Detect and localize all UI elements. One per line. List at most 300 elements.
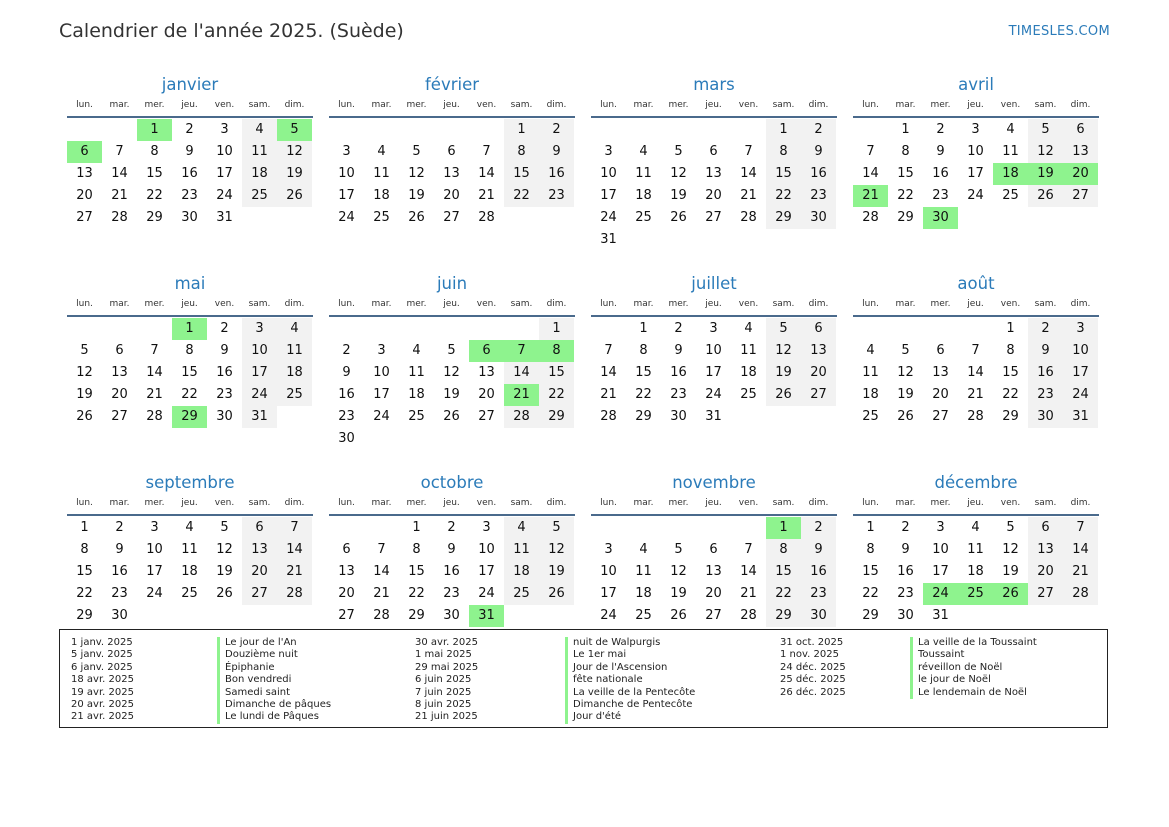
day-cell: 22 <box>897 188 914 203</box>
day-cell: 29 <box>766 207 801 229</box>
day-cell: 25 <box>635 608 652 623</box>
day-cell: 15 <box>76 564 93 579</box>
day-cell: 14 <box>600 365 617 380</box>
legend-date: 6 janv. 2025 <box>71 661 133 673</box>
day-cell: 17 <box>216 166 233 181</box>
day-cell: 10 <box>705 343 722 358</box>
day-cell: 13 <box>76 166 93 181</box>
legend-holiday-name: réveillon de Noël <box>910 662 1037 674</box>
empty-cell <box>137 318 172 340</box>
day-cell: 14 <box>740 166 757 181</box>
legend-holiday-name: Samedi saint <box>217 687 331 699</box>
day-cell: 24 <box>1063 384 1098 406</box>
day-cell: 22 <box>766 583 801 605</box>
weekday-label: ven. <box>738 299 759 309</box>
day-cell: 14 <box>1063 539 1098 561</box>
day-cell: 23 <box>1028 384 1063 406</box>
legend-date: 19 avr. 2025 <box>71 686 134 698</box>
weekday-label: jeu. <box>443 100 460 110</box>
weekday-label: sam. <box>510 299 533 309</box>
day-cell: 5 <box>539 517 574 539</box>
legend-date: 1 janv. 2025 <box>71 637 133 648</box>
empty-cell <box>67 318 102 340</box>
day-cell: 22 <box>635 387 652 402</box>
day-cell: 31 <box>242 406 277 428</box>
weekday-label: lun. <box>600 498 617 508</box>
day-cell: 4 <box>639 542 648 557</box>
holiday-cell: 31 <box>469 605 504 627</box>
day-cell: 12 <box>1028 141 1063 163</box>
day-cell: 16 <box>932 166 949 181</box>
legend-date: 21 juin 2025 <box>415 711 478 723</box>
day-cell: 18 <box>277 362 312 384</box>
holiday-cell: 20 <box>1063 163 1098 185</box>
day-cell: 18 <box>504 561 539 583</box>
empty-cell <box>434 119 469 141</box>
day-cell: 16 <box>1028 362 1063 384</box>
day-cell: 19 <box>277 163 312 185</box>
day-cell: 5 <box>220 520 229 535</box>
month-9 <box>67 470 313 627</box>
day-cell: 10 <box>338 166 355 181</box>
day-cell: 23 <box>443 586 460 601</box>
day-cell: 16 <box>111 564 128 579</box>
weekday-label: mer. <box>930 299 951 309</box>
weekday-label: lun. <box>862 299 879 309</box>
legend-holiday-name: Le 1er mai <box>565 649 695 661</box>
weekday-label: jeu. <box>443 299 460 309</box>
day-cell: 3 <box>482 520 491 535</box>
day-cell: 23 <box>338 409 355 424</box>
weekday-label: mar. <box>109 100 130 110</box>
weekday-label: mer. <box>406 100 427 110</box>
day-cell: 29 <box>146 210 163 225</box>
day-cell: 11 <box>242 141 277 163</box>
day-cell: 10 <box>967 144 984 159</box>
day-cell: 30 <box>897 608 914 623</box>
empty-cell <box>469 318 504 340</box>
day-cell: 10 <box>600 166 617 181</box>
day-cell: 18 <box>967 564 984 579</box>
day-cell: 9 <box>342 365 351 380</box>
day-cell: 29 <box>897 210 914 225</box>
day-cell: 16 <box>181 166 198 181</box>
weekday-label: lun. <box>862 498 879 508</box>
holiday-cell: 24 <box>923 583 958 605</box>
legend-date: 21 avr. 2025 <box>71 711 134 723</box>
legend-holiday-name: Dimanche de pâques <box>217 699 331 711</box>
empty-cell <box>958 318 993 340</box>
holiday-legend <box>59 629 1108 728</box>
day-cell: 23 <box>181 188 198 203</box>
weekday-header <box>591 96 837 118</box>
legend-holiday-name: Douzième nuit <box>217 649 331 661</box>
day-cell: 26 <box>408 210 425 225</box>
day-cell: 12 <box>408 166 425 181</box>
weekday-label: lun. <box>862 100 879 110</box>
weekday-label: ven. <box>738 100 759 110</box>
empty-cell <box>696 119 731 141</box>
weekday-label: dim. <box>546 498 567 508</box>
weekday-label: mer. <box>668 299 689 309</box>
day-cell: 25 <box>740 387 757 402</box>
day-cell: 10 <box>1063 340 1098 362</box>
day-cell: 12 <box>670 166 687 181</box>
month-2 <box>329 72 575 251</box>
day-cell: 24 <box>478 586 495 601</box>
day-cell: 10 <box>932 542 949 557</box>
day-cell: 7 <box>744 542 753 557</box>
legend-date: 18 avr. 2025 <box>71 674 134 686</box>
legend-date: 1 nov. 2025 <box>780 649 839 661</box>
day-cell: 24 <box>705 387 722 402</box>
day-cell: 15 <box>146 166 163 181</box>
day-cell: 21 <box>967 387 984 402</box>
day-cell: 17 <box>146 564 163 579</box>
day-cell: 22 <box>862 586 879 601</box>
weekday-header <box>853 96 1099 118</box>
day-cell: 2 <box>220 321 229 336</box>
weekday-label: jeu. <box>181 100 198 110</box>
day-cell: 28 <box>146 409 163 424</box>
empty-cell <box>102 318 137 340</box>
day-cell: 13 <box>932 365 949 380</box>
day-cell: 26 <box>443 409 460 424</box>
day-cell: 24 <box>216 188 233 203</box>
day-cell: 25 <box>242 185 277 207</box>
empty-cell <box>434 318 469 340</box>
day-cell: 25 <box>373 210 390 225</box>
day-cell: 3 <box>220 122 229 137</box>
month-name: octobre <box>420 473 484 492</box>
day-cell: 20 <box>705 586 722 601</box>
day-cell: 8 <box>901 144 910 159</box>
day-cell: 17 <box>242 362 277 384</box>
day-cell: 24 <box>600 608 617 623</box>
day-cell: 23 <box>216 387 233 402</box>
day-cell: 16 <box>338 387 355 402</box>
legend-name-column <box>565 637 695 724</box>
weekday-label: mar. <box>371 299 392 309</box>
day-cell: 27 <box>801 384 836 406</box>
day-cell: 21 <box>740 586 757 601</box>
day-cell: 10 <box>146 542 163 557</box>
day-cell: 22 <box>146 188 163 203</box>
empty-cell <box>469 119 504 141</box>
day-cell: 3 <box>604 144 613 159</box>
day-cell: 23 <box>932 188 949 203</box>
day-cell: 26 <box>76 409 93 424</box>
day-cell: 17 <box>338 188 355 203</box>
day-cell: 2 <box>901 520 910 535</box>
day-cell: 16 <box>801 163 836 185</box>
month-name: avril <box>958 75 994 94</box>
day-cell: 9 <box>801 539 836 561</box>
day-cell: 11 <box>373 166 390 181</box>
day-cell: 3 <box>709 321 718 336</box>
day-cell: 28 <box>600 409 617 424</box>
day-cell: 31 <box>600 232 617 247</box>
day-cell: 18 <box>181 564 198 579</box>
month-11 <box>591 470 837 627</box>
legend-date: 5 janv. 2025 <box>71 649 133 661</box>
legend-holiday-name: fête nationale <box>565 674 695 686</box>
weekday-label: jeu. <box>705 100 722 110</box>
weekday-label: sam. <box>248 100 271 110</box>
weekday-label: mer. <box>668 100 689 110</box>
day-cell: 4 <box>377 144 386 159</box>
empty-cell <box>626 119 661 141</box>
empty-cell <box>67 119 102 141</box>
day-cell: 3 <box>604 542 613 557</box>
legend-date: 7 juin 2025 <box>415 686 472 698</box>
day-cell: 27 <box>705 210 722 225</box>
day-cell: 4 <box>185 520 194 535</box>
day-cell: 14 <box>478 166 495 181</box>
day-cell: 16 <box>897 564 914 579</box>
day-cell: 14 <box>862 166 879 181</box>
weekday-header <box>853 295 1099 317</box>
day-cell: 18 <box>373 188 390 203</box>
weekday-label: ven. <box>476 100 497 110</box>
month-3 <box>591 72 837 251</box>
day-cell: 29 <box>635 409 652 424</box>
empty-cell <box>329 318 364 340</box>
day-cell: 24 <box>338 210 355 225</box>
weekday-header <box>329 295 575 317</box>
day-cell: 8 <box>766 141 801 163</box>
weekday-label: sam. <box>772 498 795 508</box>
legend-date: 26 déc. 2025 <box>780 686 846 698</box>
weekday-label: sam. <box>510 100 533 110</box>
day-cell: 22 <box>408 586 425 601</box>
day-cell: 27 <box>1028 583 1063 605</box>
day-cell: 27 <box>242 583 277 605</box>
day-cell: 18 <box>635 586 652 601</box>
weekday-label: lun. <box>338 498 355 508</box>
month-name: janvier <box>161 75 219 94</box>
day-cell: 30 <box>216 409 233 424</box>
day-cell: 30 <box>443 608 460 623</box>
day-cell: 5 <box>1028 119 1063 141</box>
holiday-cell: 1 <box>172 318 207 340</box>
day-cell: 3 <box>936 520 945 535</box>
day-cell: 10 <box>600 564 617 579</box>
day-cell: 5 <box>80 343 89 358</box>
empty-cell <box>399 119 434 141</box>
holiday-cell: 5 <box>277 119 312 141</box>
day-cell: 19 <box>76 387 93 402</box>
day-cell: 9 <box>901 542 910 557</box>
day-cell: 6 <box>709 144 718 159</box>
day-cell: 6 <box>936 343 945 358</box>
day-cell: 31 <box>1063 406 1098 428</box>
day-cell: 11 <box>408 365 425 380</box>
empty-cell <box>661 517 696 539</box>
day-cell: 2 <box>936 122 945 137</box>
weekday-label: dim. <box>284 100 305 110</box>
legend-date: 31 oct. 2025 <box>780 637 844 648</box>
day-cell: 7 <box>866 144 875 159</box>
month-4 <box>853 72 1099 251</box>
day-cell: 26 <box>670 608 687 623</box>
day-cell: 8 <box>766 539 801 561</box>
legend-holiday-name: Jour d'été <box>565 711 695 723</box>
weekday-label: mer. <box>144 498 165 508</box>
weekday-label: sam. <box>1034 100 1057 110</box>
weekday-label: dim. <box>284 299 305 309</box>
day-cell: 22 <box>76 586 93 601</box>
day-cell: 11 <box>504 539 539 561</box>
weekday-label: mar. <box>109 498 130 508</box>
empty-cell <box>399 318 434 340</box>
day-cell: 30 <box>670 409 687 424</box>
day-cell: 21 <box>146 387 163 402</box>
month-name: décembre <box>934 473 1018 492</box>
day-cell: 15 <box>181 365 198 380</box>
weekday-label: sam. <box>248 498 271 508</box>
legend-name-column <box>910 637 1037 699</box>
day-cell: 19 <box>1002 564 1019 579</box>
day-cell: 23 <box>539 185 574 207</box>
legend-holiday-name: La veille de la Toussaint <box>910 637 1037 649</box>
month-name: mai <box>174 274 206 293</box>
brand-link[interactable]: TIMESLES.COM <box>1008 24 1110 39</box>
day-cell: 17 <box>478 564 495 579</box>
legend-holiday-name: Le lendemain de Noël <box>910 687 1037 699</box>
day-cell: 10 <box>478 542 495 557</box>
empty-cell <box>364 119 399 141</box>
day-cell: 15 <box>897 166 914 181</box>
day-cell: 13 <box>705 166 722 181</box>
day-cell: 31 <box>705 409 722 424</box>
empty-cell <box>661 119 696 141</box>
day-cell: 11 <box>967 542 984 557</box>
legend-holiday-name: Toussaint <box>910 649 1037 661</box>
legend-date: 8 juin 2025 <box>415 698 472 710</box>
day-cell: 28 <box>373 608 390 623</box>
day-cell: 26 <box>670 210 687 225</box>
day-cell: 8 <box>1006 343 1015 358</box>
day-cell: 9 <box>801 141 836 163</box>
day-cell: 12 <box>443 365 460 380</box>
day-cell: 11 <box>635 564 652 579</box>
day-cell: 23 <box>801 583 836 605</box>
day-cell: 6 <box>447 144 456 159</box>
day-cell: 20 <box>338 586 355 601</box>
day-cell: 2 <box>539 119 574 141</box>
day-cell: 27 <box>443 210 460 225</box>
empty-cell <box>504 318 539 340</box>
day-cell: 20 <box>932 387 949 402</box>
month-name: novembre <box>672 473 756 492</box>
holiday-cell: 26 <box>993 583 1028 605</box>
day-cell: 21 <box>277 561 312 583</box>
legend-date: 30 avr. 2025 <box>415 637 478 648</box>
day-cell: 27 <box>338 608 355 623</box>
day-cell: 7 <box>377 542 386 557</box>
day-cell: 27 <box>932 409 949 424</box>
empty-cell <box>591 119 626 141</box>
day-cell: 16 <box>443 564 460 579</box>
weekday-header <box>329 96 575 118</box>
weekday-label: jeu. <box>181 498 198 508</box>
weekday-label: mar. <box>371 100 392 110</box>
day-cell: 9 <box>220 343 229 358</box>
day-cell: 17 <box>1063 362 1098 384</box>
day-cell: 4 <box>277 318 312 340</box>
day-cell: 7 <box>971 343 980 358</box>
day-cell: 26 <box>766 384 801 406</box>
day-cell: 8 <box>504 141 539 163</box>
day-cell: 5 <box>674 144 683 159</box>
legend-holiday-name: Le jour de l'An <box>217 637 331 649</box>
weekday-label: ven. <box>214 100 235 110</box>
day-cell: 28 <box>504 406 539 428</box>
day-cell: 29 <box>1002 409 1019 424</box>
day-cell: 14 <box>373 564 390 579</box>
day-cell: 9 <box>539 141 574 163</box>
day-cell: 26 <box>1028 185 1063 207</box>
day-cell: 19 <box>766 362 801 384</box>
day-cell: 28 <box>1063 583 1098 605</box>
day-cell: 11 <box>740 343 757 358</box>
day-cell: 4 <box>504 517 539 539</box>
day-cell: 26 <box>277 185 312 207</box>
day-cell: 13 <box>478 365 495 380</box>
day-cell: 17 <box>600 586 617 601</box>
day-cell: 4 <box>242 119 277 141</box>
day-cell: 12 <box>76 365 93 380</box>
day-cell: 31 <box>932 608 949 623</box>
weekday-label: lun. <box>76 498 93 508</box>
weekday-label: mar. <box>895 498 916 508</box>
day-cell: 15 <box>539 362 574 384</box>
day-cell: 13 <box>111 365 128 380</box>
day-cell: 17 <box>373 387 390 402</box>
day-cell: 3 <box>971 122 980 137</box>
day-cell: 11 <box>181 542 198 557</box>
day-cell: 15 <box>504 163 539 185</box>
weekday-label: ven. <box>1000 100 1021 110</box>
day-cell: 8 <box>80 542 89 557</box>
day-cell: 1 <box>1006 321 1015 336</box>
day-cell: 24 <box>373 409 390 424</box>
days-grid <box>67 119 313 229</box>
day-cell: 4 <box>971 520 980 535</box>
day-cell: 21 <box>1063 561 1098 583</box>
day-cell: 20 <box>76 188 93 203</box>
day-cell: 12 <box>1002 542 1019 557</box>
weekday-header <box>853 494 1099 516</box>
month-name: juillet <box>691 274 737 293</box>
day-cell: 15 <box>408 564 425 579</box>
day-cell: 30 <box>1028 406 1063 428</box>
day-cell: 13 <box>242 539 277 561</box>
day-cell: 19 <box>443 387 460 402</box>
month-7 <box>591 271 837 450</box>
day-cell: 17 <box>932 564 949 579</box>
month-10 <box>329 470 575 627</box>
holiday-cell: 1 <box>137 119 172 141</box>
day-cell: 15 <box>862 564 879 579</box>
empty-cell <box>591 517 626 539</box>
days-grid <box>329 517 575 627</box>
day-cell: 16 <box>216 365 233 380</box>
day-cell: 7 <box>604 343 613 358</box>
day-cell: 2 <box>185 122 194 137</box>
weekday-label: mer. <box>406 498 427 508</box>
